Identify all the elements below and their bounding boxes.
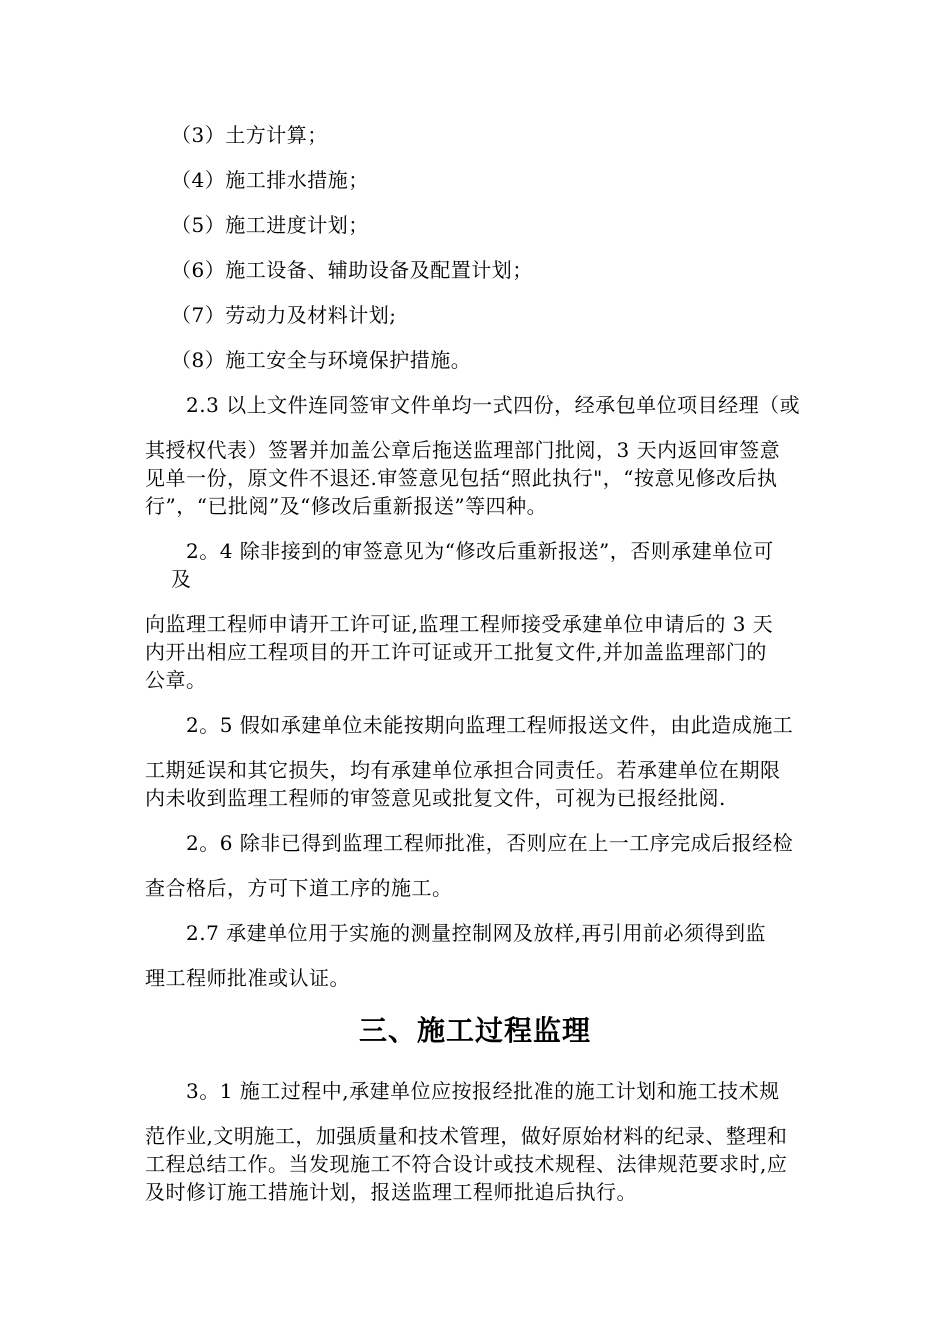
paragraph-line: 2.3 以上文件连同签审文件单均一式四份，经承包单位项目经理（或 (186, 393, 801, 417)
paragraph-line: 2。6 除非已得到监理工程师批准，否则应在上一工序完成后报经检 (186, 831, 794, 855)
paragraph-line: 内未收到监理工程师的审签意见或批复文件，可视为已报经批阅. (145, 786, 726, 810)
paragraph-line: 2。5 假如承建单位未能按期向监理工程师报送文件，由此造成施工 (186, 713, 794, 737)
paragraph-line: 工程总结工作。当发现施工不符合设计或技术规程、法律规范要求时,应 (145, 1152, 788, 1176)
paragraph-line: 工期延误和其它损失，均有承建单位承担合同责任。若承建单位在期限 (145, 758, 781, 782)
list-item: （8）施工安全与环境保护措施。 (171, 348, 472, 372)
paragraph-line: 2.7 承建单位用于实施的测量控制网及放样,再引用前必须得到监 (186, 921, 767, 945)
paragraph-line: 公章。 (145, 668, 207, 692)
paragraph-line: 2。4 除非接到的审签意见为“修改后重新报送”，否则承建单位可 (186, 539, 774, 563)
list-item: （3）土方计算； (171, 123, 328, 147)
paragraph-line: 内开出相应工程项目的开工许可证或开工批复文件,并加盖监理部门的 (145, 640, 767, 664)
list-item: （5）施工进度计划； (171, 213, 369, 237)
paragraph-line: 查合格后，方可下道工序的施工。 (145, 876, 453, 900)
list-item: （4）施工排水措施； (171, 168, 369, 192)
paragraph-line: 行”，“已批阅”及“修改后重新报送”等四种。 (145, 494, 548, 518)
paragraph-line: 向监理工程师申请开工许可证,监理工程师接受承建单位申请后的 3 天 (145, 612, 774, 636)
paragraph-line: 见单一份，原文件不退还.审签意见包括“照此执行"，“按意见修改后执 (145, 466, 778, 490)
list-item: （6）施工设备、辅助设备及配置计划； (171, 258, 533, 282)
paragraph-line: 理工程师批准或认证。 (145, 966, 350, 990)
paragraph-line: 其授权代表）签署并加盖公章后拖送监理部门批阅，3 天内返回审签意 (145, 438, 781, 462)
paragraph-line: 及时修订施工措施计划，报送监理工程师批追后执行。 (145, 1180, 637, 1204)
paragraph-line: 及 (171, 567, 192, 591)
section-heading: 三、施工过程监理 (358, 1014, 591, 1047)
list-item: （7）劳动力及材料计划; (171, 303, 397, 327)
paragraph-line: 范作业,文明施工，加强质量和技术管理，做好原始材料的纪录、整理和 (145, 1124, 788, 1148)
paragraph-line: 3。1 施工过程中,承建单位应按报经批准的施工计划和施工技术规 (186, 1079, 780, 1103)
